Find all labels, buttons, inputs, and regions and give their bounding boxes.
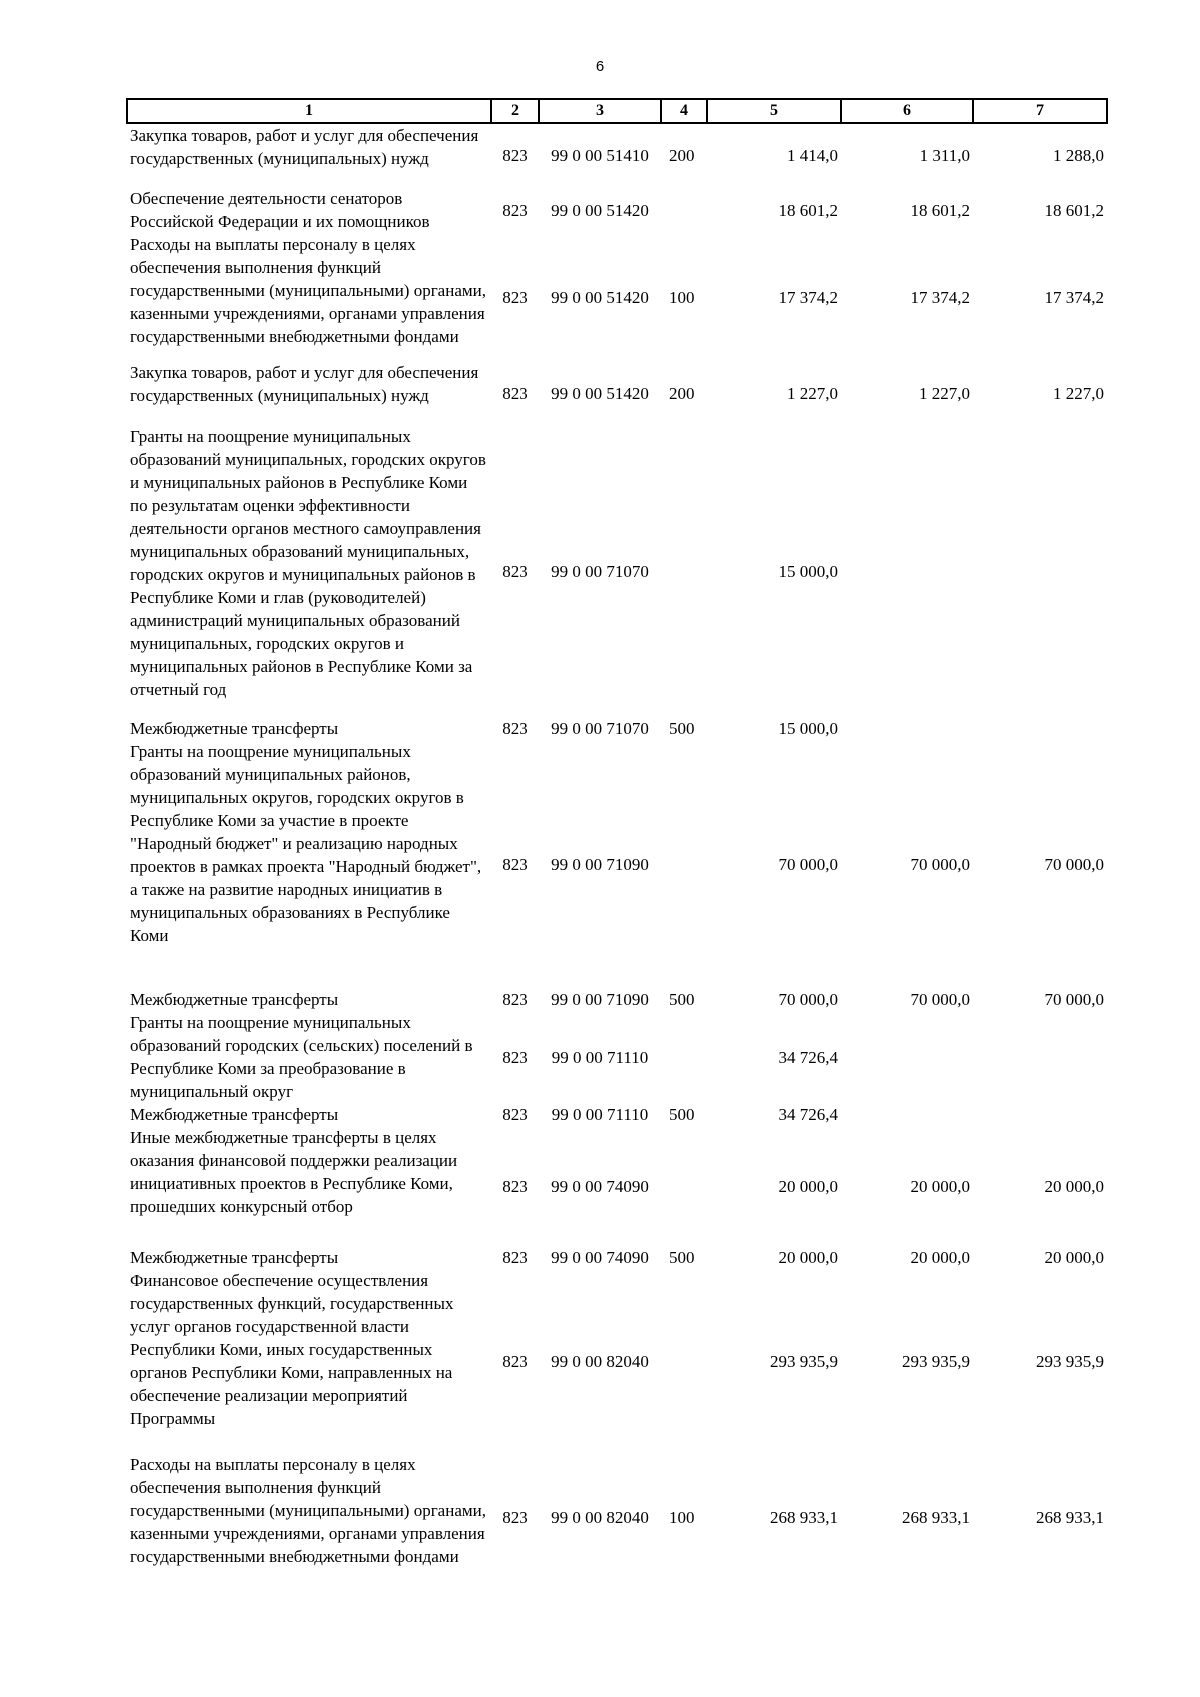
row-target-article: 99 0 00 51420 — [551, 383, 649, 403]
header-col-5: 5 — [707, 99, 841, 123]
header-col-4: 4 — [661, 99, 707, 123]
row-value-col5: 34 726,4 — [778, 1105, 838, 1124]
header-col-1: 1 — [127, 99, 491, 123]
row-value-col6: 1 227,0 — [919, 383, 970, 403]
table-row — [127, 1103, 1107, 1126]
table-header — [127, 99, 1107, 123]
row-grbs-code: 823 — [502, 1248, 528, 1267]
row-value-col6: 20 000,0 — [910, 1176, 970, 1196]
row-grbs-code: 823 — [502, 146, 528, 165]
table-row — [127, 425, 1107, 717]
row-value-col6: 18 601,2 — [910, 200, 970, 220]
row-grbs-code: 823 — [502, 1176, 528, 1196]
row-grbs-code: 823 — [502, 561, 528, 581]
row-value-col6: 293 935,9 — [902, 1351, 970, 1371]
row-value-col7: 18 601,2 — [1044, 200, 1104, 220]
row-value-col7: 17 374,2 — [1044, 287, 1104, 307]
row-value-col7: 1 288,0 — [1053, 146, 1104, 165]
row-expense-type: 200 — [669, 383, 695, 403]
row-expense-type — [661, 1011, 707, 1103]
header-col-3: 3 — [539, 99, 661, 123]
row-target-article: 99 0 00 51410 — [551, 146, 649, 165]
row-name: Расходы на выплаты персоналу в целях обеспечения выполнения функций государственными (муниципальными) органами, казенными учреждениями, органами управления государственными внебюджетными фондами — [130, 1455, 486, 1566]
row-value-col6: 1 311,0 — [919, 146, 970, 165]
row-grbs-code: 823 — [502, 990, 528, 1009]
table-row — [127, 1453, 1107, 1581]
table-row — [127, 233, 1107, 361]
row-value-col7: 20 000,0 — [1044, 1248, 1104, 1267]
row-value-col6: 268 933,1 — [902, 1507, 970, 1527]
row-target-article: 99 0 00 82040 — [551, 1507, 649, 1527]
row-name: Расходы на выплаты персоналу в целях обеспечения выполнения функций государственными (муниципальными) органами, казенными учреждениями, органами управления государственными внебюджетными фондами — [130, 235, 486, 346]
row-target-article: 99 0 00 74090 — [551, 1248, 649, 1267]
row-value-col7 — [973, 1011, 1107, 1103]
row-grbs-code: 823 — [502, 1047, 528, 1067]
row-expense-type — [661, 187, 707, 233]
row-grbs-code: 823 — [502, 383, 528, 403]
row-target-article: 99 0 00 71070 — [551, 719, 649, 738]
row-target-article: 99 0 00 71110 — [551, 1047, 649, 1067]
budget-table — [126, 98, 1108, 1581]
row-value-col6: 17 374,2 — [910, 287, 970, 307]
row-value-col5: 293 935,9 — [770, 1351, 838, 1371]
row-value-col5: 18 601,2 — [778, 200, 838, 220]
row-expense-type — [661, 425, 707, 717]
table-row — [127, 361, 1107, 425]
row-name: Иные межбюджетные трансферты в целях оказания финансовой поддержки реализации инициативных проектов в Республике Коми, прошедших конкурсный отбор — [130, 1128, 458, 1216]
row-target-article: 99 0 00 71070 — [551, 561, 649, 581]
table-row — [127, 1126, 1107, 1246]
row-grbs-code: 823 — [502, 1351, 528, 1371]
row-expense-type — [661, 1126, 707, 1246]
row-grbs-code: 823 — [502, 200, 528, 220]
row-name: Гранты на поощрение муниципальных образований муниципальных, городских округов и муниципальных районов в Республике Коми по результатам оценки эффективности деятельности органов местного самоуправления муниципальных образований муниципальных, городских округов и муниципальных районов в Республике Коми и глав (руководителей) администраций муниципальных образований муниципальных, городских округов и муниципальных районов в Республике Коми за отчетный год — [130, 427, 486, 699]
row-target-article: 99 0 00 82040 — [551, 1351, 649, 1371]
row-grbs-code: 823 — [502, 719, 528, 738]
table-row — [127, 1269, 1107, 1453]
table-row — [127, 187, 1107, 233]
table-row — [127, 1246, 1107, 1269]
row-expense-type: 500 — [669, 719, 695, 738]
row-name: Межбюджетные трансферты — [130, 1248, 339, 1267]
row-value-col5: 1 414,0 — [787, 146, 838, 165]
row-value-col7: 20 000,0 — [1044, 1176, 1104, 1196]
row-value-col6: 20 000,0 — [910, 1248, 970, 1267]
row-value-col5: 34 726,4 — [778, 1047, 838, 1067]
row-value-col7: 70 000,0 — [1044, 854, 1104, 874]
table-row — [127, 717, 1107, 740]
row-value-col6: 70 000,0 — [910, 854, 970, 874]
row-value-col7: 268 933,1 — [1036, 1507, 1104, 1527]
row-value-col6 — [841, 1103, 973, 1126]
row-value-col5: 15 000,0 — [778, 719, 838, 738]
row-value-col5: 1 227,0 — [787, 383, 838, 403]
row-value-col7: 293 935,9 — [1036, 1351, 1104, 1371]
row-name: Межбюджетные трансферты — [130, 1105, 339, 1124]
row-grbs-code: 823 — [502, 1105, 528, 1124]
row-value-col7 — [973, 1103, 1107, 1126]
table-row — [127, 740, 1107, 988]
table-row — [127, 988, 1107, 1011]
row-value-col7 — [973, 425, 1107, 717]
row-grbs-code: 823 — [502, 287, 528, 307]
row-value-col5: 268 933,1 — [770, 1507, 838, 1527]
row-value-col5: 15 000,0 — [778, 561, 838, 581]
row-value-col5: 70 000,0 — [778, 854, 838, 874]
row-name: Закупка товаров, работ и услуг для обеспечения государственных (муниципальных) нужд — [130, 126, 479, 168]
header-col-2: 2 — [491, 99, 539, 123]
row-value-col7: 70 000,0 — [1044, 990, 1104, 1009]
row-name: Межбюджетные трансферты — [130, 990, 339, 1009]
row-expense-type: 500 — [669, 1105, 695, 1124]
row-name: Финансовое обеспечение осуществления государственных функций, государственных услуг органов государственной власти Республики Коми, иных государственных органов Республики Коми, направленных на обеспечение реализации мероприятий Программы — [130, 1271, 454, 1428]
row-value-col6 — [841, 717, 973, 740]
page-number: 6 — [595, 58, 605, 75]
row-expense-type: 100 — [669, 1507, 695, 1527]
table-row — [127, 1011, 1107, 1103]
header-col-6: 6 — [841, 99, 973, 123]
row-value-col7 — [973, 717, 1107, 740]
row-value-col5: 70 000,0 — [778, 990, 838, 1009]
row-name: Гранты на поощрение муниципальных образований городских (сельских) поселений в Республике Коми за преобразование в муниципальный округ — [130, 1013, 473, 1101]
row-target-article: 99 0 00 51420 — [551, 287, 649, 307]
row-expense-type: 100 — [669, 287, 695, 307]
row-value-col7: 1 227,0 — [1053, 383, 1104, 403]
row-target-article: 99 0 00 71090 — [551, 990, 649, 1009]
row-name: Гранты на поощрение муниципальных образований муниципальных районов, муниципальных округов, городских округов в Республике Коми за участие в проекте "Народный бюджет" и реализацию народных проектов в рамках проекта "Народный бюджет", а также на развитие народных инициатив в муниципальных образованиях в Республике Коми — [130, 742, 482, 945]
row-name: Обеспечение деятельности сенаторов Российской Федерации и их помощников — [130, 189, 430, 231]
row-grbs-code: 823 — [502, 854, 528, 874]
row-value-col5: 17 374,2 — [778, 287, 838, 307]
row-grbs-code: 823 — [502, 1507, 528, 1527]
row-expense-type — [661, 740, 707, 988]
row-value-col6 — [841, 1011, 973, 1103]
row-expense-type: 200 — [669, 146, 695, 165]
row-target-article: 99 0 00 71090 — [551, 854, 649, 874]
row-name: Закупка товаров, работ и услуг для обеспечения государственных (муниципальных) нужд — [130, 363, 479, 405]
row-expense-type: 500 — [669, 1248, 695, 1267]
row-value-col5: 20 000,0 — [778, 1176, 838, 1196]
row-value-col6 — [841, 425, 973, 717]
row-target-article: 99 0 00 51420 — [551, 200, 649, 220]
row-value-col5: 20 000,0 — [778, 1248, 838, 1267]
row-expense-type: 500 — [669, 990, 695, 1009]
row-target-article: 99 0 00 71110 — [551, 1105, 649, 1124]
row-expense-type — [661, 1269, 707, 1453]
table-row — [127, 123, 1107, 187]
row-target-article: 99 0 00 74090 — [551, 1176, 649, 1196]
row-value-col6: 70 000,0 — [910, 990, 970, 1009]
row-name: Межбюджетные трансферты — [130, 719, 339, 738]
header-col-7: 7 — [973, 99, 1107, 123]
